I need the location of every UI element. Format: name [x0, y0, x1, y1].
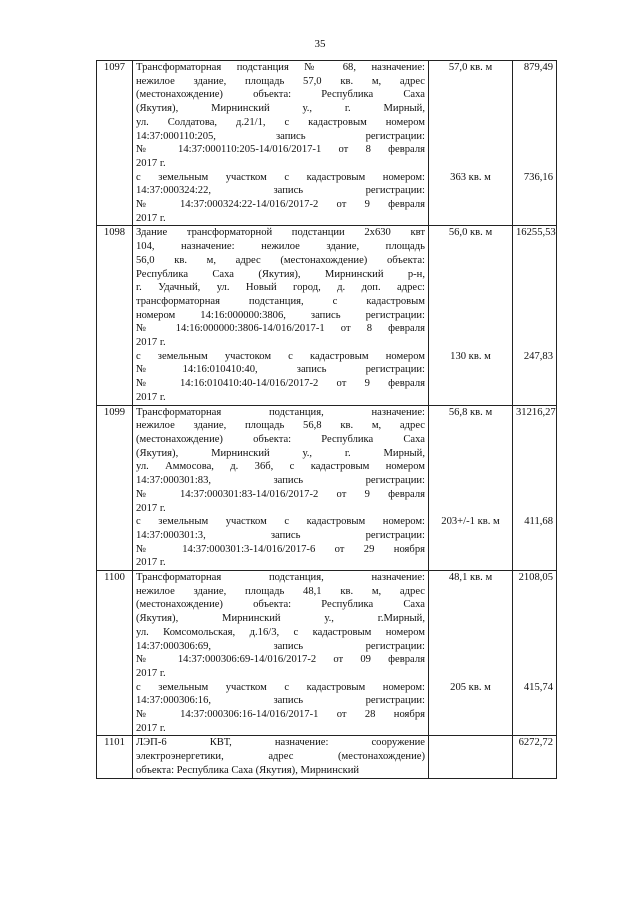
- area-main: 56,8 кв. м: [448, 406, 493, 418]
- row-description: [133, 61, 429, 226]
- description-line: (местонахождение) объекта: Республика Саха: [136, 599, 425, 611]
- description-line: 2017 г.: [136, 722, 166, 734]
- value-land: 247,83: [523, 350, 553, 362]
- description-line: (Якутия), Мирнинский у., г.Мирный,: [136, 613, 425, 625]
- value-cell: [513, 736, 557, 778]
- area-cell: [429, 405, 513, 570]
- area-land: 205 кв. м: [450, 681, 491, 693]
- description-line: № 14:37:000306:16-14/016/2017-1 от 28 ноября: [136, 709, 425, 721]
- description-line: с земельным участоком с кадастровым номером: [136, 350, 425, 362]
- description-line: № 14:37:000324:22-14/016/2017-2 от 9 февраля: [136, 199, 425, 211]
- area-cell: [429, 226, 513, 405]
- description-line: Трансформаторная подстанция № 68, назначение:: [136, 62, 425, 73]
- table-row: [97, 571, 557, 736]
- row-number: 1098: [97, 226, 133, 405]
- area-land: 203+/-1 кв. м: [441, 516, 500, 528]
- area-land: 363 кв. м: [450, 171, 491, 183]
- row-number: 1099: [97, 405, 133, 570]
- description-line: нежилое здание, площадь 48,1 кв. м, адрес: [136, 585, 425, 597]
- area-land: 130 кв. м: [450, 350, 491, 362]
- description-line: с земельным участком с кадастровым номером:: [136, 516, 425, 528]
- description-line: ЛЭП-6 КВТ, назначение: сооружение: [136, 737, 425, 749]
- value-main: 16255,53: [516, 227, 556, 239]
- area-cell: [429, 736, 513, 778]
- value-land: 415,74: [523, 681, 553, 693]
- description-line: объекта: Республика Саха (Якутия), Мирнинский: [136, 764, 360, 776]
- description-line: 2017 г.: [136, 212, 166, 224]
- description-line: №14:16:010410:40, запись регистрации:: [136, 364, 425, 376]
- area-main: 56,0 кв. м: [448, 227, 493, 239]
- row-description: [133, 736, 429, 778]
- description-line: Республика Саха (Якутия), Мирнинский р-н,: [136, 268, 425, 280]
- description-line: 14:37:000306:69, запись регистрации:: [136, 640, 425, 652]
- description-line: электроэнергетики, адрес (местонахождение): [136, 751, 425, 763]
- description-line: № 14:16:000000:3806-14/016/2017-1 от 8 февраля: [136, 323, 425, 335]
- description-line: 2017 г.: [136, 667, 166, 679]
- description-line: 104, назначение: нежилое здание, площадь: [136, 241, 425, 253]
- row-number: 1097: [97, 61, 133, 226]
- value-land: 411,68: [524, 516, 553, 528]
- description-line: № 14:37:000110:205-14/016/2017-1 от 8 февраля: [136, 144, 425, 156]
- table-row: [97, 736, 557, 778]
- description-line: (местонахождение) объекта: Республика Саха: [136, 89, 425, 101]
- area-cell: [429, 571, 513, 736]
- description-line: нежилое здание, площадь 57,0 кв. м, адрес: [136, 75, 425, 87]
- description-line: 2017 г.: [136, 391, 166, 403]
- value-main: 879,49: [523, 62, 553, 73]
- row-number: 1101: [97, 736, 133, 778]
- description-line: 2017 г.: [136, 502, 166, 514]
- value-cell: [513, 226, 557, 405]
- description-line: (Якутия), Мирнинский у., г. Мирный,: [136, 447, 425, 459]
- description-line: № 14:37:000301:83-14/016/2017-2 от 9 февраля: [136, 488, 425, 500]
- row-description: [133, 571, 429, 736]
- description-line: № 14:16:010410:40-14/016/2017-2 от 9 февраля: [136, 378, 425, 390]
- value-main: 2108,05: [518, 572, 553, 584]
- description-line: 14:37:000110:205, запись регистрации:: [136, 130, 425, 142]
- description-line: (местонахождение) объекта: Республика Саха: [136, 433, 425, 445]
- description-line: 14:37:000324:22, запись регистрации:: [136, 185, 425, 197]
- row-description: [133, 226, 429, 405]
- value-cell: [513, 61, 557, 226]
- description-line: Здание трансформаторной подстанции 2х630 квт: [136, 227, 425, 239]
- description-line: ул. Комсомольская, д.16/3, с кадастровым номером: [136, 626, 425, 638]
- value-cell: [513, 405, 557, 570]
- value-main: 31216,27: [516, 406, 556, 418]
- description-line: с земельным участком с кадастровым номером:: [136, 681, 425, 693]
- description-line: ул. Солдатова, д.21/1, с кадастровым номером: [136, 116, 425, 128]
- description-line: 2017 г.: [136, 337, 166, 349]
- value-land: 736,16: [523, 171, 553, 183]
- description-line: г. Удачный, ул. Новый город, д. доп. адрес:: [136, 282, 425, 294]
- page-number: 35: [314, 38, 326, 50]
- table-row: [97, 405, 557, 570]
- description-line: 14:37:000301:3, запись регистрации:: [136, 529, 425, 541]
- area-main: 48,1 кв. м: [448, 572, 493, 584]
- description-line: номером 14:16:000000:3806, запись регистрации:: [136, 309, 425, 321]
- table-row: [97, 226, 557, 405]
- row-description: [133, 405, 429, 570]
- value-cell: [513, 571, 557, 736]
- row-number: 1100: [97, 571, 133, 736]
- property-table: [96, 60, 557, 779]
- area-cell: [429, 61, 513, 226]
- area-main: 57,0 кв. м: [448, 62, 493, 73]
- description-line: 56,0 кв. м, адрес (местонахождение) объекта:: [136, 254, 425, 266]
- table-row: [97, 61, 557, 226]
- description-line: 2017 г.: [136, 157, 166, 169]
- description-line: с земельным участком с кадастровым номером:: [136, 171, 425, 183]
- description-line: Трансформаторная подстанция, назначение:: [136, 572, 425, 584]
- description-line: нежилое здание, площадь 56,8 кв. м, адрес: [136, 420, 425, 432]
- value-main: 6272,72: [518, 737, 553, 749]
- description-line: 14:37:000306:16, запись регистрации:: [136, 695, 425, 707]
- description-line: Трансформаторная подстанция, назначение:: [136, 406, 425, 418]
- description-line: № 14:37:000301:3-14/016/2017-6 от 29 ноября: [136, 543, 425, 555]
- description-line: (Якутия), Мирнинский у., г. Мирный,: [136, 103, 425, 115]
- description-line: 2017 г.: [136, 557, 166, 569]
- description-line: № 14:37:000306:69-14/016/2017-2 от 09 февраля: [136, 654, 425, 666]
- description-line: ул. Аммосова, д. 36б, с кадастровым номером: [136, 461, 425, 473]
- description-line: 14:37:000301:83, запись регистрации:: [136, 475, 425, 487]
- description-line: трансформаторная подстанция, с кадастровым: [136, 295, 425, 307]
